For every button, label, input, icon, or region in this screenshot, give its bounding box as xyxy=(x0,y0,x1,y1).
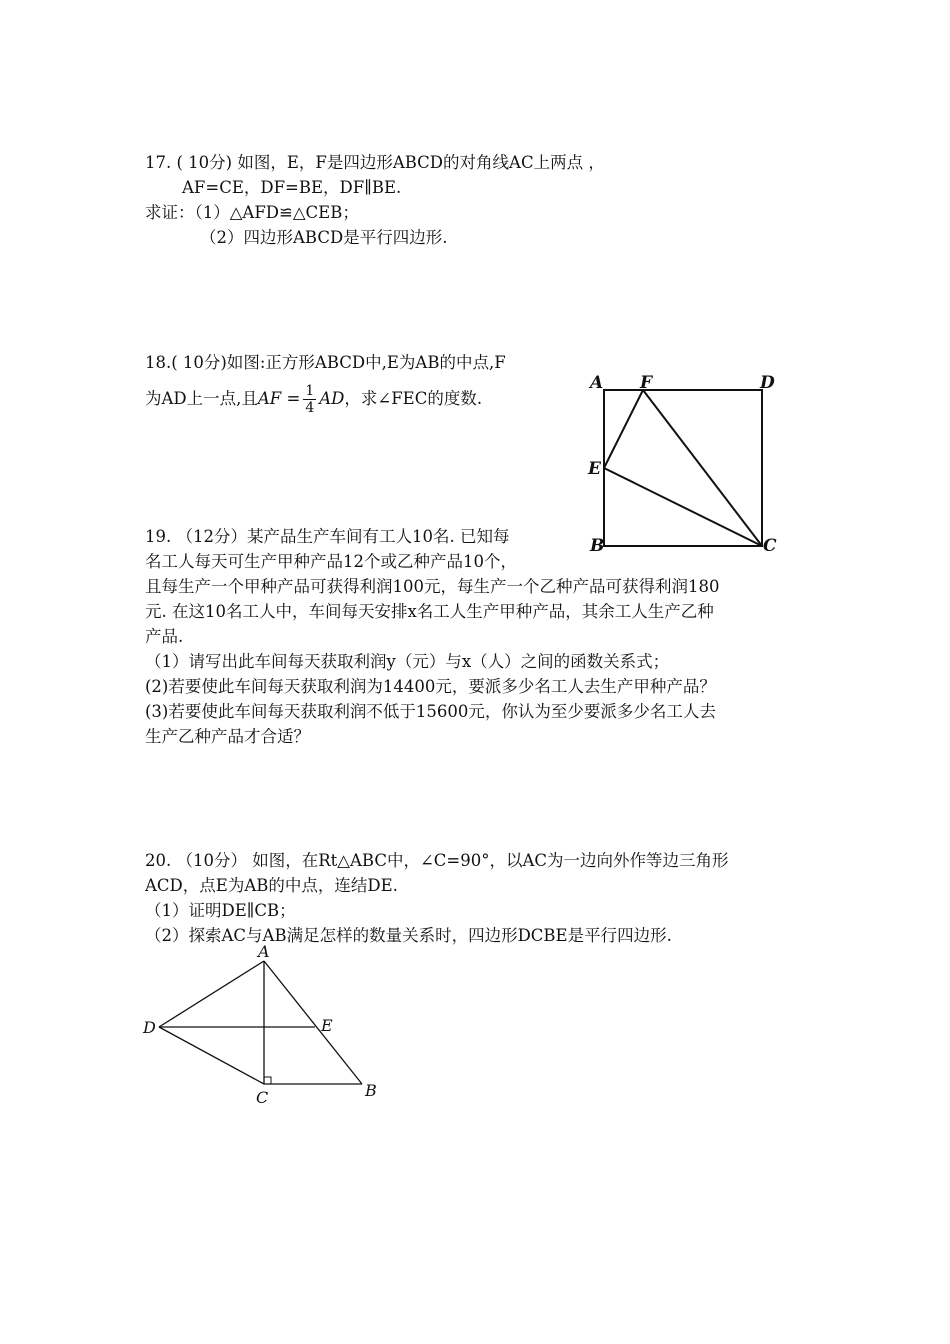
q17-line4: （2）四边形ABCD是平行四边形. xyxy=(200,228,448,247)
segment-dc xyxy=(159,1027,264,1084)
q18-frac-num: 1 xyxy=(305,383,315,399)
q19-line1: 19. （12分）某产品生产车间有工人10名. 已知每 xyxy=(145,527,510,546)
q17-line3: 求证：（1）△AFD≌△CEB； xyxy=(145,203,359,222)
q20-line2: ACD，点E为AB的中点，连结DE. xyxy=(145,876,398,895)
label-b: B xyxy=(590,536,605,556)
square-abcd xyxy=(604,390,762,546)
q18-ad: AD xyxy=(319,389,345,408)
q20-sub2: （2）探索AC与AB满足怎样的数量关系时，四边形DCBE是平行四边形. xyxy=(145,926,672,945)
q18-line2 xyxy=(145,383,482,416)
q18-frac-den: 4 xyxy=(305,400,315,416)
q20-sub1: （1）证明DE∥CB； xyxy=(145,901,296,920)
q18-fraction xyxy=(303,383,316,416)
q18-line2-pre: 为AD上一点,且 xyxy=(145,389,258,408)
q18-af: AF = xyxy=(257,389,301,408)
label-d: D xyxy=(760,373,775,393)
segment-fc xyxy=(643,390,762,546)
q19-sub2: (2)若要使此车间每天获取利润为14400元，要派多少名工人去生产甲种产品？ xyxy=(145,677,716,696)
q18-figure xyxy=(580,370,780,565)
q19-line3: 且每生产一个甲种产品可获得利润100元，每生产一个乙种产品可获得利润180 xyxy=(145,577,720,596)
segment-ab xyxy=(264,961,362,1084)
q19-line4: 元. 在这10名工人中，车间每天安排x名工人生产甲种产品，其余工人生产乙种 xyxy=(145,602,714,621)
label-c: C xyxy=(763,536,777,556)
label-a: A xyxy=(590,373,604,393)
q19-line5: 产品. xyxy=(145,627,184,646)
q17-line2: AF=CE，DF=BE，DF∥BE. xyxy=(182,178,402,197)
q20-figure xyxy=(140,940,390,1110)
q18-line1: 18.( 10分)如图:正方形ABCD中,E为AB的中点,F xyxy=(145,353,506,372)
q19-sub3a: (3)若要使此车间每天获取利润不低于15600元，你认为至少要派多少名工人去 xyxy=(145,702,716,721)
q19-line2: 名工人每天可生产甲种产品12个或乙种产品10个， xyxy=(145,552,517,571)
label-e: E xyxy=(588,459,601,479)
q17-line1: 17. ( 10分) 如图，E，F是四边形ABCD的对角线AC上两点 ， xyxy=(145,153,605,172)
label-d: D xyxy=(143,1018,156,1037)
label-c: C xyxy=(256,1088,269,1107)
segment-ef xyxy=(604,390,643,468)
label-e: E xyxy=(321,1016,333,1035)
segment-ec xyxy=(604,468,762,546)
right-angle-mark xyxy=(264,1077,271,1084)
label-a: A xyxy=(258,942,270,961)
q19-sub3b: 生产乙种产品才合适？ xyxy=(145,727,310,746)
label-f: F xyxy=(640,373,653,393)
segment-da xyxy=(159,961,264,1027)
label-b: B xyxy=(365,1081,377,1100)
q19-sub1: （1）请写出此车间每天获取利润y（元）与x（人）之间的函数关系式； xyxy=(145,652,670,671)
q18-line2-post: ，求∠FEC的度数. xyxy=(344,389,483,408)
q20-line1: 20. （10分） 如图，在Rt△ABC中，∠C=90°，以AC为一边向外作等边三角形 xyxy=(145,851,729,870)
